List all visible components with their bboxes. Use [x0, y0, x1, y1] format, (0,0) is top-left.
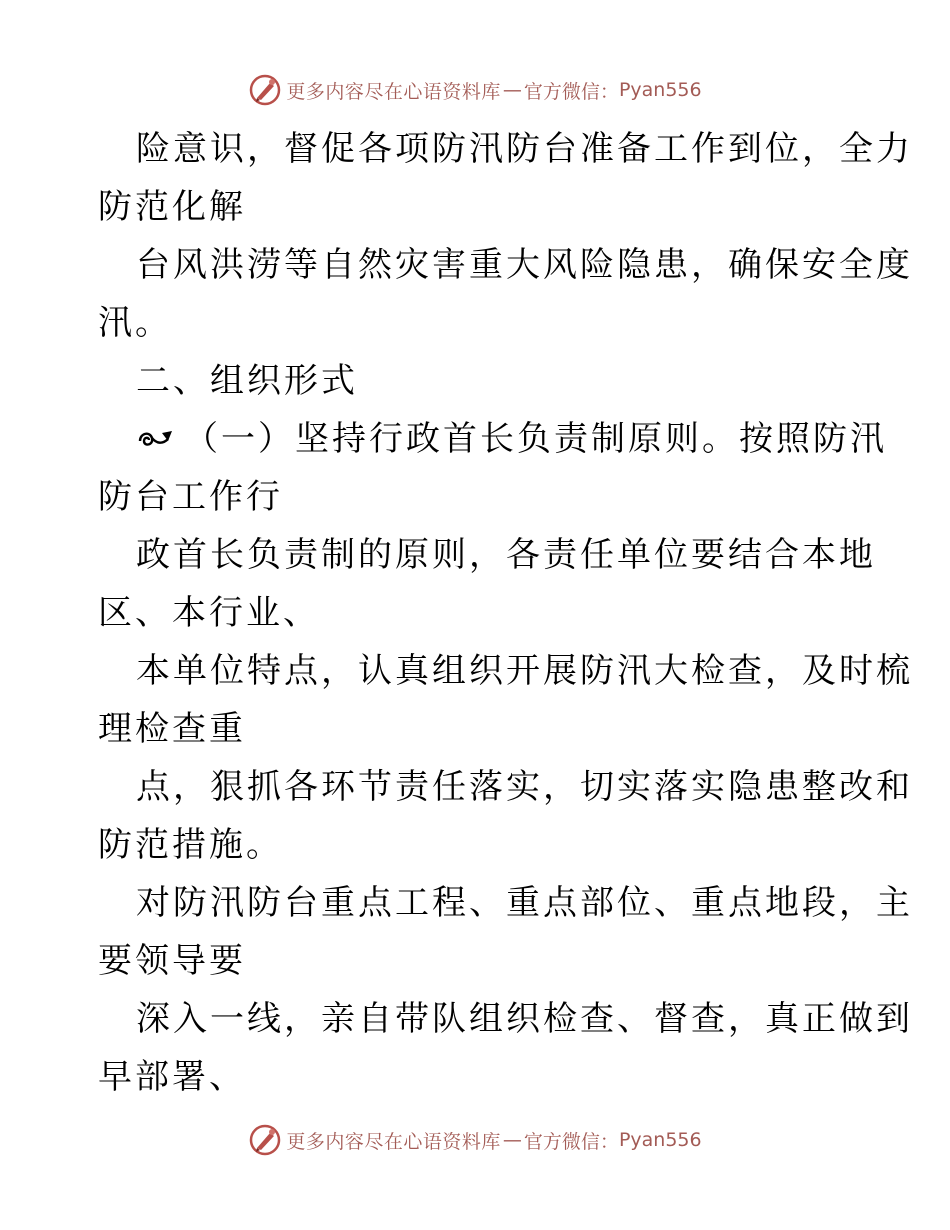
watermark-separator: — — [502, 79, 522, 101]
text-line-11: 理检查重 — [98, 709, 246, 749]
text-line-bulleted — [98, 410, 887, 468]
text-line-4: 汛。 — [98, 303, 172, 343]
logo-icon — [248, 1123, 282, 1157]
watermark-separator: — — [502, 1129, 522, 1151]
text-line-15: 要领导要 — [98, 941, 246, 981]
watermark-text: 更多内容尽在心语资料库 — [286, 1130, 501, 1153]
text-line-17: 早部署、 — [98, 1057, 246, 1097]
text-line-7: 防台工作行 — [98, 477, 283, 517]
text-line-10: 本单位特点，认真组织开展防汛大检查，及时梳 — [136, 651, 913, 691]
text-line-3: 台风洪涝等自然灾害重大风险隐患，确保安全度 — [136, 245, 913, 285]
text-line-12: 点，狠抓各环节责任落实，切实落实隐患整改和 — [136, 767, 913, 807]
watermark-text: 更多内容尽在心语资料库 — [286, 80, 501, 103]
section-heading: 二、组织形式 — [136, 361, 358, 401]
text-line-16: 深入一线，亲自带队组织检查、督查，真正做到 — [136, 999, 913, 1039]
watermark-wechat-id: Pyan556 — [618, 79, 702, 101]
document-body — [98, 120, 913, 1106]
watermark-wechat-label: 官方微信： — [523, 80, 619, 103]
watermark-wechat-id: Pyan556 — [618, 1129, 702, 1151]
swirl-bullet-icon — [136, 423, 180, 453]
text-line-8: 政首长负责制的原则，各责任单位要结合本地 — [136, 535, 876, 575]
text-line-13: 防范措施。 — [98, 825, 283, 865]
header-watermark — [0, 70, 950, 110]
text-line-2: 防范化解 — [98, 187, 246, 227]
watermark-wechat-label: 官方微信： — [523, 1130, 619, 1153]
text-line-6: （一）坚持行政首长负责制原则。按照防汛 — [184, 419, 887, 459]
logo-icon — [248, 73, 282, 107]
text-line-1: 险意识，督促各项防汛防台准备工作到位，全力 — [136, 129, 913, 169]
footer-watermark — [0, 1120, 950, 1160]
text-line-14: 对防汛防台重点工程、重点部位、重点地段，主 — [136, 883, 913, 923]
text-line-9: 区、本行业、 — [98, 593, 320, 633]
